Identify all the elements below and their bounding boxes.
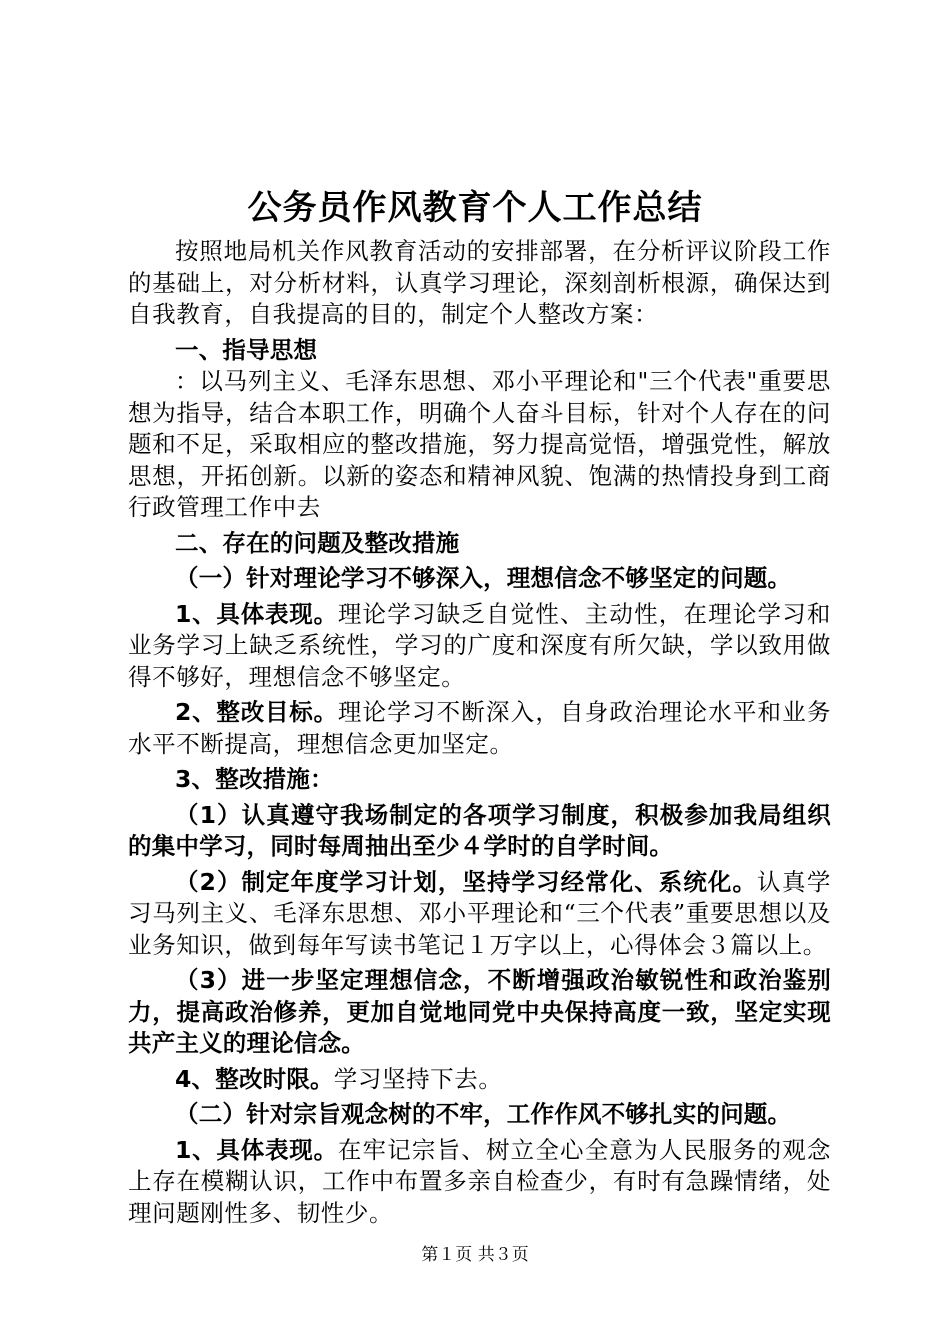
measure-2-paragraph (128, 867, 831, 962)
page-footer: 第１页 共３页 (421, 1245, 529, 1265)
paragraph-specific-performance-1 (128, 599, 831, 694)
measure-3-paragraph: （3）进一步坚定理想信念，不断增强政治敏锐性和政治鉴别力，提高政治修养，更加自觉地同党中央保持高度一致，坚定实现共产主义的理论信念。 (128, 966, 831, 1057)
subsection-heading-theory-study: （一）针对理论学习不够深入，理想信念不够坚定的问题。 (175, 564, 792, 592)
section-heading-problems: 二、存在的问题及整改措施 (175, 528, 460, 557)
document-body (128, 236, 831, 1229)
paragraph-rectification-goal (128, 697, 831, 760)
document-title: 公务员作风教育个人工作总结 (247, 188, 703, 228)
section-heading-guiding-thought: 一、指导思想 (175, 335, 318, 364)
text-rectification-deadline: 学习坚持下去。 (333, 1064, 503, 1093)
label-rectification-goal: 2、整改目标。 (175, 698, 338, 726)
text-specific-performance-1: 理论学习缺乏自觉性、主动性，在理论学习和业务学习上缺乏系统性，学习的广度和深度有所欠缺，学以致用做得不够好，理想信念不够坚定。 (128, 599, 831, 691)
measure-2-text: 认真学习马列主义、毛泽东思想、邓小平理论和“三个代表”重要思想以及业务知识，做到每年写读书笔记１万字以上，心得体会３篇以上。 (128, 867, 831, 959)
measure-1-paragraph: （1）认真遵守我场制定的各项学习制度，积极参加我局组织的集中学习，同时每周抽出至少４学时的自学时间。 (128, 800, 831, 860)
label-rectification-measures: 3、整改措施： (175, 765, 334, 793)
label-specific-performance-2: 1、具体表现。 (175, 1135, 338, 1164)
text-specific-performance-2: 在牢记宗旨、树立全心全意为人民服务的观念上存在模糊认识，工作中布置多亲自检查少，有时有急躁情绪，处理问题刚性多、韧性少。 (128, 1135, 831, 1227)
label-rectification-deadline: 4、整改时限。 (175, 1064, 334, 1093)
label-specific-performance-1: 1、具体表现。 (175, 599, 338, 628)
subsection-heading-work-style: （二）针对宗旨观念树的不牢，工作作风不够扎实的问题。 (175, 1100, 792, 1128)
guiding-thought-paragraph: ：以马列主义、毛泽东思想、邓小平理论和"三个代表"重要思想为指导，结合本职工作，明确个人奋斗目标，针对个人存在的问题和不足，采取相应的整改措施，努力提高觉悟，增强党性，解放思想，开拓创新。以新的姿态和精神风貌、饱满的热情投身到工商行政管理工作中去 (128, 367, 831, 521)
paragraph-rectification-deadline (128, 1064, 831, 1096)
intro-paragraph: 按照地局机关作风教育活动的安排部署，在分析评议阶段工作的基础上，对分析材料，认真学习理论，深刻剖析根源，确保达到自我教育，自我提高的目的，制定个人整改方案： (128, 237, 831, 328)
paragraph-specific-performance-2 (128, 1135, 831, 1230)
text-rectification-goal: 理论学习不断深入，自身政治理论水平和业务水平不断提高，理想信念更加坚定。 (128, 698, 831, 758)
measure-2-label: （2）制定年度学习计划，坚持学习经常化、系统化。 (175, 867, 757, 896)
